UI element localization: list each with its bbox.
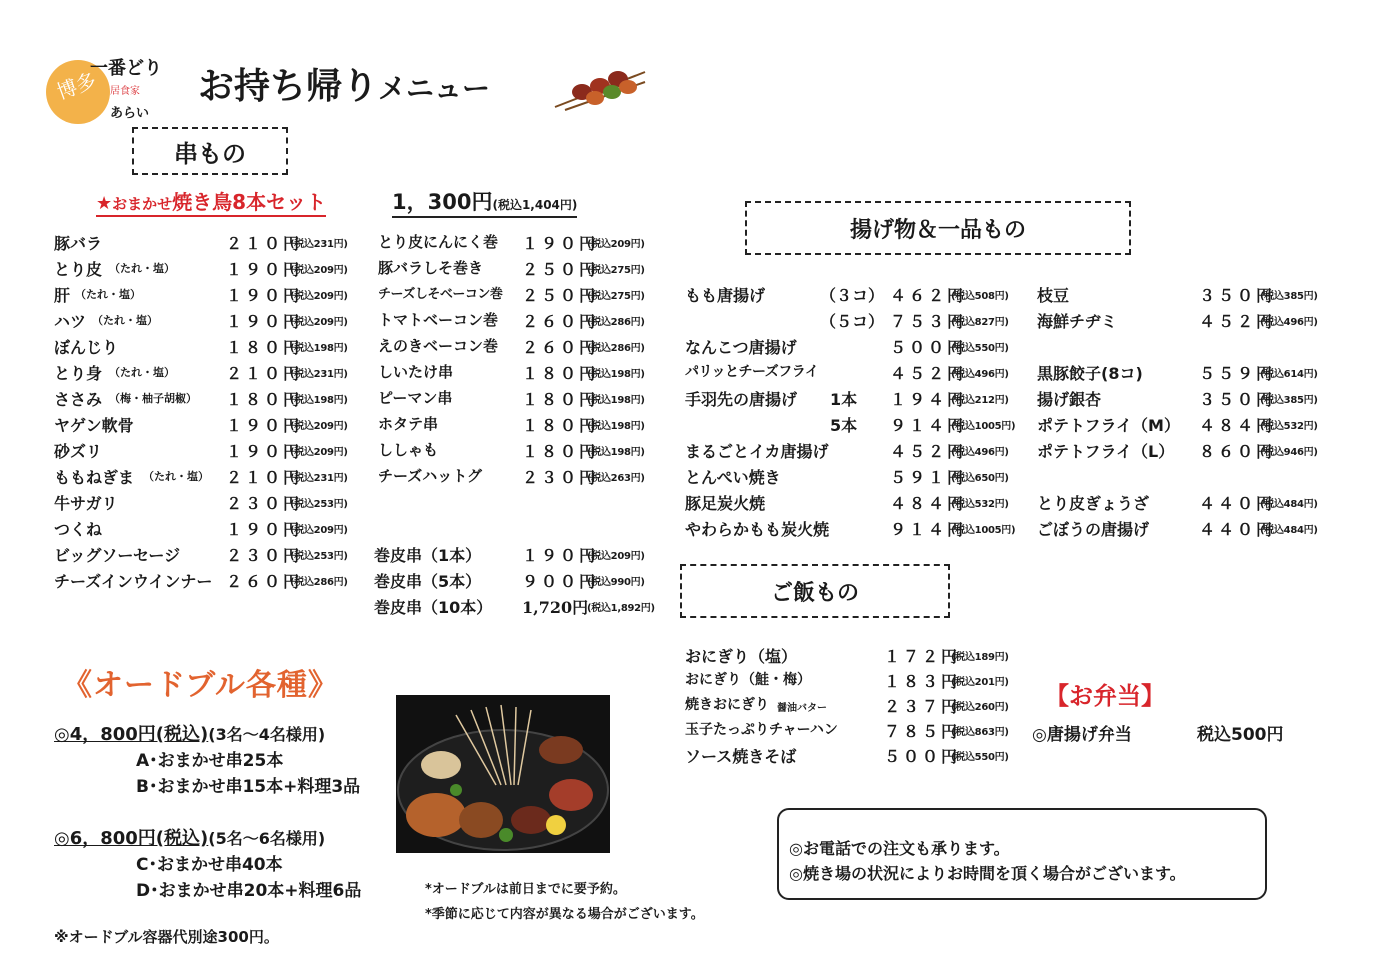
oodoburu-plan2: ◎6，800円(税込)(5名～6名様用) [54,828,326,849]
menu-item-price: ４５２円 [890,442,967,461]
menu-item-name: おにぎり（鮭・梅） [685,672,811,688]
menu-item-name: トマトベーコン巻 [378,311,499,329]
menu-item-name: ポテトフライ（L） [1037,442,1175,461]
menu-item-tax: (税込827円) [951,317,1009,328]
menu-item-name: ピーマン串 [378,389,453,407]
menu-item-tax: (税込286円) [290,577,348,588]
menu-item-price: ４８４円 [1199,416,1276,435]
menu-item-tax: (税込614円) [1260,369,1318,380]
bento-name: ◎唐揚げ弁当 [1032,725,1132,745]
menu-item-name: とり身 [54,364,103,383]
menu-item-name: 巻皮串（5本） [374,572,482,591]
menu-item-tax: (税込275円) [587,265,645,276]
menu-item-qty: 1本 [830,390,858,409]
menu-item-price: １９０円 [226,260,303,279]
menu-item-price: ２３０円 [226,546,303,565]
page-title: お持ち帰りメニュー [198,66,491,107]
menu-item-name: チーズしそベーコン巻 [378,287,503,302]
menu-item-tax: (税込231円) [290,369,348,380]
menu-item-tax: (税込198円) [290,395,348,406]
menu-item-name: チーズインウインナー [54,572,213,591]
menu-item-price: ５５９円 [1199,364,1276,383]
menu-item-price: ９００円 [522,572,599,591]
menu-item-price: ４４０円 [1199,520,1276,539]
menu-item-name: 海鮮チヂミ [1037,312,1118,331]
menu-item-tax: (税込209円) [290,291,348,302]
menu-item-price: １８３円 [884,672,961,691]
menu-item-tax: (税込198円) [587,447,645,458]
menu-item-price: ２３０円 [226,494,303,513]
set-offer-price: 1，300円(税込1,404円) [392,186,577,218]
menu-item-name: ささみ [54,390,103,409]
menu-item-name: なんこつ唐揚げ [685,338,797,357]
menu-item-note: （たれ・塩） [109,262,175,275]
menu-item-name: ぼんじり [54,338,119,357]
section-gohan: ご飯もの [680,564,950,618]
notice-wait: ◎焼き場の状況によりお時間を頂く場合がございます。 [789,864,1186,883]
menu-item-name: ごぼうの唐揚げ [1037,520,1150,539]
menu-item-tax: (税込275円) [587,291,645,302]
oodoburu-note-season: *季節に応じて内容が異なる場合がございます。 [425,907,704,922]
menu-item-tax: (税込253円) [290,551,348,562]
menu-item-name: ももねぎま [54,468,135,487]
menu-item-tax: (税込550円) [951,343,1009,354]
logo-ichibandori: 一番どり [90,58,162,79]
menu-item-price: １９０円 [522,234,599,253]
menu-item-tax: (税込212円) [951,395,1009,406]
menu-item-name: 揚げ銀杏 [1037,390,1102,409]
menu-item-price: １９０円 [522,546,599,565]
menu-item-name: 肝 [54,286,71,305]
menu-item-name: 手羽先の唐揚げ [685,390,798,409]
menu-item-tax: (税込286円) [587,343,645,354]
menu-item-price: ２１０円 [226,364,303,383]
menu-item-name: 枝豆 [1037,286,1070,305]
menu-item-tax: (税込385円) [1260,395,1318,406]
yakitori-skewer-icon [550,62,650,112]
section-kushimono: 串もの [132,127,288,175]
menu-item-tax: (税込990円) [587,577,645,588]
menu-item-note: （たれ・塩） [143,470,209,483]
menu-item-price: ２６０円 [226,572,303,591]
menu-item-name: 巻皮串（10本） [374,598,493,617]
menu-item-price: 1,720円 [522,598,589,617]
menu-item-price: ２３７円 [884,697,961,716]
menu-item-name: まるごとイカ唐揚げ [685,442,829,461]
menu-item-tax: (税込946円) [1260,447,1318,458]
logo-arai: あらい [110,106,150,121]
menu-item-price: ４５２円 [890,364,967,383]
menu-item-tax: (税込260円) [951,702,1009,713]
logo [46,52,176,127]
menu-item-price: ４６２円 [890,286,967,305]
menu-item-price: ２５０円 [522,286,599,305]
menu-item-price: ９１４円 [890,520,967,539]
menu-item-name: とり皮ぎょうざ [1037,494,1150,513]
menu-item-tax: (税込201円) [951,677,1009,688]
menu-item-name: とり皮にんにく巻 [378,233,499,251]
menu-item-price: １８０円 [226,390,303,409]
menu-item-tax: (税込231円) [290,239,348,250]
menu-item-tax: (税込1005円) [951,421,1016,432]
bento-price: 税込500円 [1197,725,1284,745]
menu-item-name: ししゃも [378,441,439,459]
menu-item-tax: (税込231円) [290,473,348,484]
menu-item-tax: (税込532円) [951,499,1009,510]
menu-item-price: １７２円 [884,647,961,666]
menu-item-price: １９０円 [226,312,303,331]
oodoburu-photo [396,695,610,853]
menu-item-tax: (税込496円) [951,447,1009,458]
menu-item-name: パリッとチーズフライ [685,364,819,380]
menu-item-tax: (税込198円) [587,421,645,432]
menu-item-name: 玉子たっぷりチャーハン [685,722,838,738]
menu-item-price: ２３０円 [522,468,599,487]
menu-item-note: （たれ・塩） [75,288,141,301]
menu-item-tax: (税込1,892円) [587,603,655,614]
menu-item-note: （梅・柚子胡椒） [109,392,197,405]
menu-item-price: １９４円 [890,390,967,409]
menu-item-tax: (税込508円) [951,291,1009,302]
logo-hakata: 博多 [53,67,100,105]
menu-item-name: つくね [54,520,103,539]
menu-item-name: 焼きおにぎり [685,697,769,713]
menu-item-tax: (税込209円) [290,525,348,536]
menu-item-price: ５００円 [884,747,961,766]
menu-item-price: １８０円 [522,416,599,435]
menu-item-tax: (税込198円) [587,369,645,380]
menu-item-name: えのきベーコン巻 [378,337,499,355]
menu-item-name: 黒豚餃子(8コ) [1037,364,1143,383]
menu-item-price: ７８５円 [884,722,961,741]
menu-item-name: ポテトフライ（M） [1037,416,1180,435]
menu-item-name: ハツ [54,312,87,331]
menu-item-tax: (税込1005円) [951,525,1016,536]
menu-item-qty: （３コ） [820,286,885,305]
menu-item-price: ３５０円 [1199,390,1276,409]
oodoburu-plan1: ◎4，800円(税込)(3名～4名様用) [54,724,326,745]
oodoburu-plan-c: C･おまかせ串40本 [136,855,283,875]
menu-item-name: チーズハットグ [378,467,482,485]
menu-item-tax: (税込209円) [587,551,645,562]
menu-item-name: 牛サガリ [54,494,118,513]
menu-item-name: 豚足炭火焼 [685,494,766,513]
menu-item-price: ８６０円 [1199,442,1276,461]
menu-item-tax: (税込253円) [290,499,348,510]
menu-item-name: やわらかもも炭火焼 [685,520,830,539]
menu-item-tax: (税込496円) [951,369,1009,380]
oodoburu-plan-a: A･おまかせ串25本 [136,751,284,771]
menu-item-tax: (税込209円) [290,317,348,328]
menu-item-price: １８０円 [522,390,599,409]
menu-item-price: ５９１円 [890,468,967,487]
menu-item-name: 豚バラしそ巻き [378,259,484,277]
oodoburu-plan-b: B･おまかせ串15本+料理3品 [136,777,361,797]
menu-item-name: ソース焼きそば [685,747,797,766]
logo-ishokuya: 居食家 [110,86,140,97]
menu-item-name: 砂ズリ [54,442,103,461]
section-oodoburu: 《オードブル各種》 [62,668,339,703]
menu-item-name: ホタテ串 [378,415,439,433]
menu-item-price: ４５２円 [1199,312,1276,331]
oodoburu-plan-d: D･おまかせ串20本+料理6品 [136,881,362,901]
menu-item-qty: 5本 [830,416,858,435]
menu-item-name: おにぎり（塩） [685,647,798,666]
menu-item-tax: (税込863円) [951,727,1009,738]
menu-item-price: ２６０円 [522,338,599,357]
menu-item-price: ４８４円 [890,494,967,513]
menu-item-qty: （５コ） [820,312,885,331]
menu-item-price: １９０円 [226,520,303,539]
section-agemono: 揚げ物＆一品もの [745,201,1131,255]
menu-item-tax: (税込550円) [951,752,1009,763]
oodoburu-note-reserve: *オードブルは前日までに要予約。 [425,882,626,897]
menu-item-tax: (税込385円) [1260,291,1318,302]
menu-item-name: ビッグソーセージ [54,546,181,565]
menu-item-name: もも唐揚げ [685,286,766,305]
menu-item-name: しいたけ串 [378,363,454,381]
menu-item-note: 醤油バター [777,703,827,714]
menu-item-tax: (税込198円) [587,395,645,406]
menu-item-price: １９０円 [226,416,303,435]
menu-item-price: ７５３円 [890,312,967,331]
menu-item-tax: (税込189円) [951,652,1009,663]
menu-item-price: ２５０円 [522,260,599,279]
notice-phone: ◎お電話での注文も承ります。 [789,839,1010,858]
section-obento: 【お弁当】 [1045,682,1165,710]
set-offer: ★おまかせ焼き鳥8本セット [96,186,326,217]
menu-item-tax: (税込484円) [1260,525,1318,536]
menu-item-price: ５００円 [890,338,967,357]
menu-item-price: １８０円 [522,364,599,383]
menu-item-tax: (税込532円) [1260,421,1318,432]
menu-item-tax: (税込209円) [290,447,348,458]
menu-item-price: ９１４円 [890,416,967,435]
menu-item-note: （たれ・塩） [92,314,158,327]
menu-item-tax: (税込263円) [587,473,645,484]
menu-item-price: ２１０円 [226,234,303,253]
menu-item-name: 巻皮串（1本） [374,546,482,565]
menu-item-price: １９０円 [226,442,303,461]
menu-item-price: ４４０円 [1199,494,1276,513]
menu-item-tax: (税込209円) [587,239,645,250]
menu-item-name: ヤゲン軟骨 [54,416,134,435]
menu-item-tax: (税込286円) [587,317,645,328]
menu-item-name: 豚バラ [54,234,103,253]
menu-item-price: １８０円 [226,338,303,357]
menu-item-price: １８０円 [522,442,599,461]
menu-item-price: ２６０円 [522,312,599,331]
menu-item-price: ３５０円 [1199,286,1276,305]
notice-box [777,808,1267,900]
menu-item-tax: (税込209円) [290,421,348,432]
menu-item-tax: (税込496円) [1260,317,1318,328]
container-note: ※オードブル容器代別途300円。 [54,928,279,946]
menu-item-tax: (税込198円) [290,343,348,354]
menu-item-note: （たれ・塩） [109,366,175,379]
menu-item-price: ２１０円 [226,468,303,487]
menu-item-tax: (税込209円) [290,265,348,276]
menu-item-tax: (税込650円) [951,473,1009,484]
menu-item-name: とり皮 [54,260,103,279]
menu-item-tax: (税込484円) [1260,499,1318,510]
menu-item-name: とんぺい焼き [685,468,781,487]
menu-item-price: １９０円 [226,286,303,305]
